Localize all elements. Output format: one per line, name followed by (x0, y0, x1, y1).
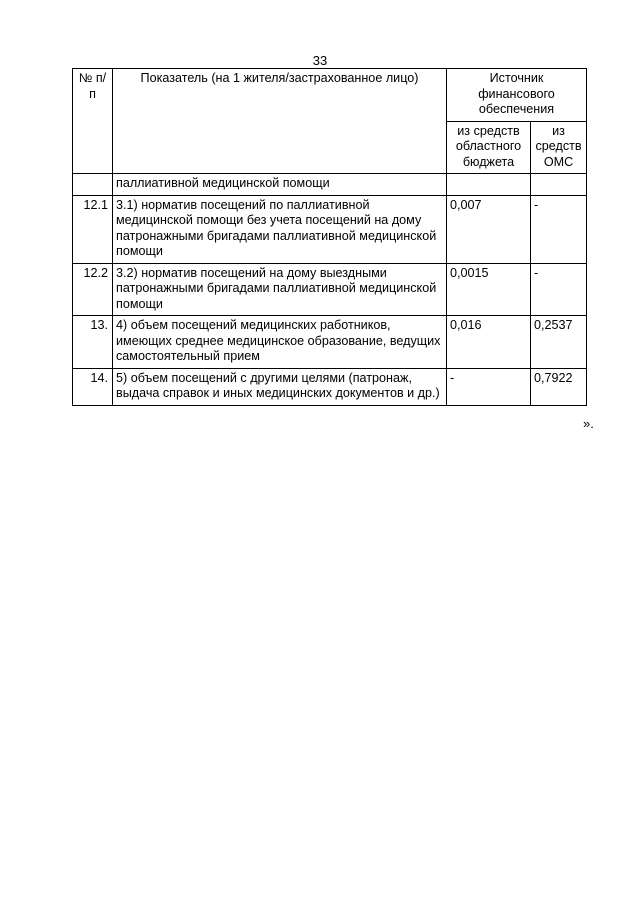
header-row (73, 69, 587, 122)
row-regional: 0,0015 (447, 263, 531, 316)
row-indicator: 5) объем посещений с другими целями (патронаж, выдача справок и иных медицинских документов и др.) (113, 368, 447, 405)
row-regional: 0,016 (447, 316, 531, 369)
header-num: № п/п (73, 69, 113, 174)
continuation-oms (531, 174, 587, 196)
table-row (73, 195, 587, 263)
row-num: 13. (73, 316, 113, 369)
header-indicator: Показатель (на 1 жителя/застрахованное лицо) (113, 69, 447, 174)
table-row (73, 316, 587, 369)
header-oms: из средств ОМС (531, 121, 587, 174)
row-regional: - (447, 368, 531, 405)
row-indicator: 4) объем посещений медицинских работников, имеющих среднее медицинское образование, ведущих самостоятельный прием (113, 316, 447, 369)
row-oms: - (531, 263, 587, 316)
continuation-text: паллиативной медицинской помощи (113, 174, 447, 196)
header-source: Источник финансового обеспечения (447, 69, 587, 122)
row-oms: - (531, 195, 587, 263)
row-num: 12.1 (73, 195, 113, 263)
row-num: 12.2 (73, 263, 113, 316)
row-num: 14. (73, 368, 113, 405)
row-oms: 0,7922 (531, 368, 587, 405)
row-regional: 0,007 (447, 195, 531, 263)
closing-quote-mark: ». (583, 416, 594, 431)
row-indicator: 3.1) норматив посещений по паллиативной медицинской помощи без учета посещений на дому патронажными бригадами паллиативной медицинской помощи (113, 195, 447, 263)
continuation-regional (447, 174, 531, 196)
header-regional-budget: из средств областного бюджета (447, 121, 531, 174)
indicators-table (72, 68, 587, 406)
continuation-row (73, 174, 587, 196)
table-row (73, 263, 587, 316)
row-oms: 0,2537 (531, 316, 587, 369)
row-indicator: 3.2) норматив посещений на дому выездными патронажными бригадами паллиативной медицинской помощи (113, 263, 447, 316)
continuation-num (73, 174, 113, 196)
page-number: 33 (312, 53, 328, 68)
table-row (73, 368, 587, 405)
